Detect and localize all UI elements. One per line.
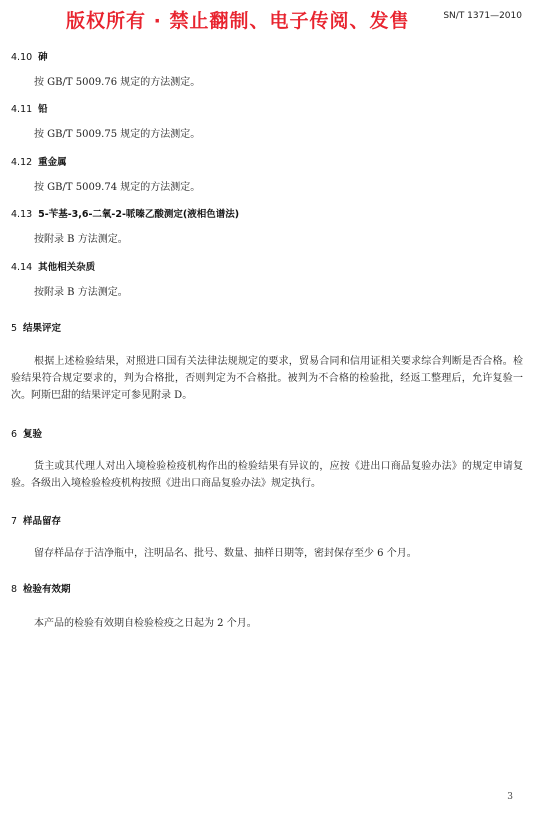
section-body-6: 货主或其代理人对出入境检验检疫机构作出的检验结果有异议的，应按《进出口商品复验办法》的规定申请复验。各级出入境检验检疫机构按照《进出口商品复验办法》规定执行。 [11,461,523,489]
section-heading-4-14 [11,259,95,273]
section-body-4-13: 按附录 B 方法测定。 [34,234,128,245]
section-number: 8 [11,584,18,595]
section-title: 重金属 [38,157,67,168]
section-title: 检验有效期 [23,584,71,595]
section-title: 铅 [38,104,48,115]
section-heading-7 [11,513,61,527]
section-body-4-14: 按附录 B 方法测定。 [34,287,128,298]
section-body-4-12: 按 GB/T 5009.74 规定的方法测定。 [34,182,201,193]
section-title: 结果评定 [23,323,62,334]
section-title: 其他相关杂质 [38,262,96,273]
section-heading-4-10 [11,49,48,63]
section-title: 样品留存 [23,516,62,527]
section-number: 6 [11,429,18,440]
section-heading-4-12 [11,154,67,168]
section-body-7: 留存样品存于洁净瓶中，注明品名、批号、数量、抽样日期等，密封保存至少 6 个月。 [34,548,417,559]
section-body-4-10: 按 GB/T 5009.76 规定的方法测定。 [34,77,201,88]
section-number: 4.13 [11,209,33,220]
section-number: 5 [11,323,18,334]
section-body-8: 本产品的检验有效期自检验检疫之日起为 2 个月。 [34,618,257,629]
section-heading-4-13 [11,206,239,220]
section-heading-6 [11,426,42,440]
section-title: 复验 [23,429,43,440]
section-number: 4.14 [11,262,33,273]
section-title: 砷 [38,52,48,63]
section-number: 4.10 [11,52,33,63]
section-number: 4.11 [11,104,33,115]
section-body-4-11: 按 GB/T 5009.75 规定的方法测定。 [34,129,201,140]
section-number: 4.12 [11,157,33,168]
section-title: 5-苄基-3,6-二氧-2-哌嗪乙酸测定(液相色谱法) [38,209,240,220]
section-heading-8 [11,581,71,595]
watermark-banner: 版权所有 · 禁止翻制、电子传阅、发售 [66,10,410,32]
section-heading-5 [11,320,61,334]
document-code: SN/T 1371—2010 [443,11,522,21]
section-number: 7 [11,516,18,527]
section-heading-4-11 [11,101,48,115]
section-body-5: 根据上述检验结果，对照进口国有关法律法规规定的要求，贸易合同和信用证相关要求综合判断是否合格。检验结果符合规定要求的，判为合格批，否则判定为不合格批。被判为不合格的检验批，经返工整理后，允许复验一次。阿斯巴甜的结果评定可参见附录 D。 [11,356,523,401]
page-number: 3 [507,792,513,802]
